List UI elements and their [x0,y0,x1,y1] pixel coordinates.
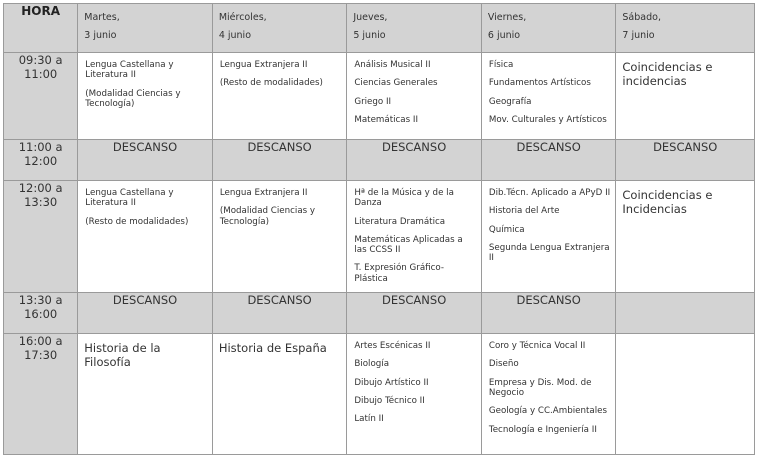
exam-cell [78,53,213,140]
subject-text: Lengua Extranjera II [219,188,308,198]
exam-cell [212,181,347,293]
subject-text: Biología [354,359,390,370]
header-row [4,4,755,53]
incidencias-text: Coincidencias e incidencias [622,60,713,88]
subject-note: (Resto de modalidades) [85,216,189,227]
subject-text: Diseño [488,359,519,370]
date-label: 6 junio [487,30,521,41]
subject-text: Lengua Castellana y Literatura II [85,60,174,81]
subject-text: Análisis Musical II [354,60,431,70]
exam-cell [347,181,482,293]
subject-text: Latín II [354,414,384,425]
exam-cell-empty [616,334,755,455]
break-cell: DESCANSO [212,140,347,181]
exam-cell [347,334,482,455]
weekday-label: Viernes, [487,12,527,23]
hora-header: HORA [4,4,78,53]
subject-text: Artes Escénicas II [354,341,431,352]
break-cell: DESCANSO [347,140,482,181]
subject-text: Fundamentos Artísticos [488,78,591,89]
subject-text: Dibujo Artístico II [354,377,429,388]
date-label: 5 junio [353,30,386,41]
subject-text: Ciencias Generales [354,78,438,89]
time-slot: 13:30 a 16:00 [4,293,78,334]
day-header [212,4,347,53]
subject-text: Química [488,224,525,235]
break-cell: DESCANSO [78,140,213,181]
exam-cell [481,53,616,140]
date-label: 7 junio [622,30,655,41]
break-cell: DESCANSO [347,293,482,334]
subject-text: Física [488,60,514,70]
day-header [78,4,213,53]
subject-text: Dib.Técn. Aplicado a APyD II [488,188,611,198]
subject-text: Tecnología e Ingeniería II [488,424,597,435]
subject-note: (Modalidad Ciencias y Tecnología) [219,206,316,227]
break-cell: DESCANSO [481,293,616,334]
exam-cell [347,53,482,140]
exam-cell [616,53,755,140]
subject-text: Segunda Lengua Extranjera II [488,242,610,264]
date-label: 3 junio [84,30,117,41]
subject-text: Coro y Técnica Vocal II [488,341,586,352]
break-row [4,140,755,181]
exam-cell [78,334,213,455]
time-slot: 11:00 a 12:00 [4,140,78,181]
weekday-label: Sábado, [622,12,661,23]
break-cell [616,293,755,334]
subject-text: Geología y CC.Ambientales [488,406,608,417]
subject-text: Griego II [354,96,392,107]
exam-cell [212,53,347,140]
exam-cell [481,181,616,293]
subject-text: T. Expresión Gráfico-Plástica [354,263,445,284]
schedule-row [4,53,755,140]
subject-text: Lengua Castellana y Literatura II [85,188,174,209]
subject-text: Lengua Extranjera II [219,60,308,70]
subject-note: (Resto de modalidades) [219,78,323,89]
subject-text: Literatura Dramática [354,216,446,227]
subject-note: (Modalidad Ciencias y Tecnología) [85,88,181,109]
schedule-row [4,334,755,455]
exam-schedule-table [3,3,755,455]
day-header [347,4,482,53]
time-slot: 09:30 a 11:00 [4,53,78,140]
time-slot: 12:00 a 13:30 [4,181,78,293]
subject-text: Historia de la Filosofía [84,341,161,370]
weekday-label: Miércoles, [218,12,267,23]
subject-text: Geografía [488,96,532,107]
subject-text: Mov. Culturales y Artísticos [488,114,607,125]
incidencias-text: Coincidencias e Incidencias [622,188,713,216]
weekday-label: Martes, [84,12,120,23]
subject-text: Historia de España [218,341,327,356]
time-slot: 16:00 a 17:30 [4,334,78,455]
schedule-row [4,181,755,293]
subject-text: Empresa y Dis. Mod. de Negocio [488,377,592,398]
subject-text: Historia del Arte [488,206,560,217]
exam-cell [481,334,616,455]
day-header [616,4,755,53]
day-header [481,4,616,53]
exam-cell [616,181,755,293]
exam-cell [78,181,213,293]
break-cell: DESCANSO [616,140,755,181]
break-cell: DESCANSO [212,293,347,334]
exam-cell [212,334,347,455]
subject-text: Matemáticas Aplicadas a las CCSS II [354,234,463,256]
subject-text: Hª de la Música y de la Danza [354,188,454,209]
break-cell: DESCANSO [481,140,616,181]
break-row [4,293,755,334]
subject-text: Dibujo Técnico II [354,395,425,406]
subject-text: Matemáticas II [354,114,419,125]
weekday-label: Jueves, [353,12,388,23]
date-label: 4 junio [218,30,252,41]
break-cell: DESCANSO [78,293,213,334]
